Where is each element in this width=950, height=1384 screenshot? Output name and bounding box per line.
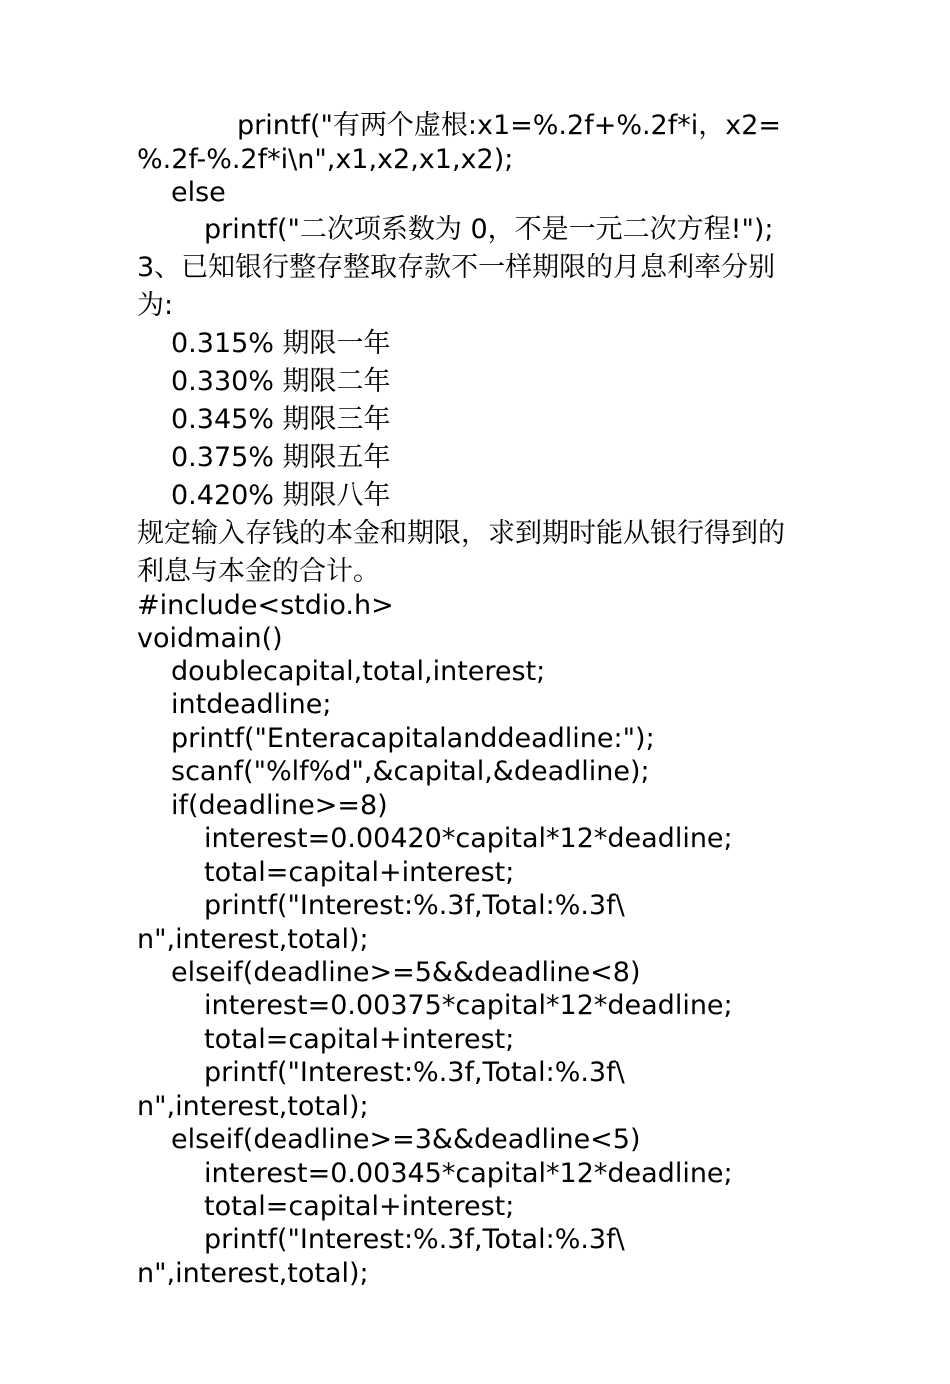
code-line-total-8: total=capital+interest; — [204, 857, 515, 888]
code-line-printf-not-quadratic: printf("二次项系数为 0，不是一元二次方程!"); — [204, 214, 774, 245]
code-line-printf-imaginary-roots-cont: %.2f-%.2f*i\n",x1,x2,x1,x2); — [137, 144, 514, 175]
code-line-elseif-3: elseif(deadline>=3&&deadline<5) — [171, 1124, 641, 1155]
problem-3-statement-cont: 为: — [137, 290, 174, 321]
code-line-printf-5-cont: n",interest,total); — [137, 1091, 369, 1122]
rate-item-5-years: 0.375% 期限五年 — [171, 442, 391, 473]
code-line-scanf: scanf("%lf%d",&capital,&deadline); — [171, 756, 650, 787]
code-line-include: #include<stdio.h> — [137, 590, 394, 621]
rate-item-2-years: 0.330% 期限二年 — [171, 366, 391, 397]
rate-item-8-years: 0.420% 期限八年 — [171, 480, 391, 511]
problem-3-statement: 3、已知银行整存整取存款不一样期限的月息利率分别 — [137, 252, 776, 283]
code-line-interest-8: interest=0.00420*capital*12*deadline; — [204, 823, 733, 854]
code-line-printf-8-cont: n",interest,total); — [137, 924, 369, 955]
rate-item-3-years: 0.345% 期限三年 — [171, 404, 391, 435]
problem-3-requirement: 规定输入存钱的本金和期限，求到期时能从银行得到的 — [137, 518, 785, 549]
problem-3-requirement-cont: 利息与本金的合计。 — [137, 556, 380, 587]
code-line-interest-3: interest=0.00345*capital*12*deadline; — [204, 1158, 733, 1189]
code-line-printf-3-cont: n",interest,total); — [137, 1258, 369, 1289]
code-line-printf-8: printf("Interest:%.3f,Total:%.3f\ — [204, 890, 625, 921]
code-line-if-8: if(deadline>=8) — [171, 790, 388, 821]
code-line-else: else — [171, 177, 226, 208]
code-line-interest-5: interest=0.00375*capital*12*deadline; — [204, 990, 733, 1021]
code-line-int-decl: intdeadline; — [171, 689, 332, 720]
code-line-elseif-5: elseif(deadline>=5&&deadline<8) — [171, 957, 641, 988]
code-line-main: voidmain() — [137, 623, 283, 654]
code-line-printf-prompt: printf("Enteracapitalanddeadline:"); — [171, 723, 655, 754]
code-line-total-5: total=capital+interest; — [204, 1024, 515, 1055]
code-line-double-decl: doublecapital,total,interest; — [171, 656, 546, 687]
code-line-printf-imaginary-roots: printf("有两个虚根:x1=%.2f+%.2f*i，x2= — [237, 110, 782, 141]
code-line-printf-3: printf("Interest:%.3f,Total:%.3f\ — [204, 1224, 625, 1255]
rate-item-1-year: 0.315% 期限一年 — [171, 328, 391, 359]
code-line-printf-5: printf("Interest:%.3f,Total:%.3f\ — [204, 1057, 625, 1088]
code-line-total-3: total=capital+interest; — [204, 1191, 515, 1222]
